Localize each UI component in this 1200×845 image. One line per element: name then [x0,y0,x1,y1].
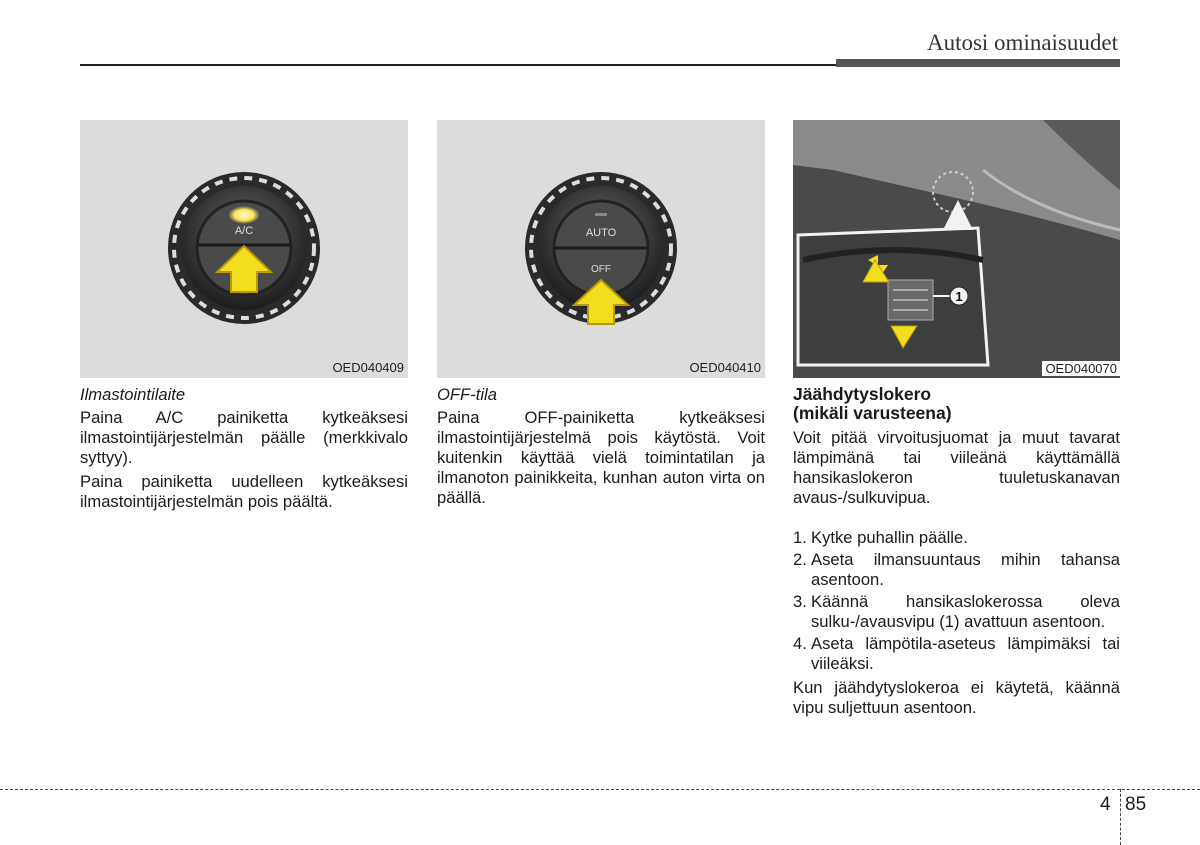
list-item [793,634,1120,674]
heading-line: (mikäli varusteena) [793,403,952,423]
step-number: 2. [793,550,807,569]
figure-code: OED040409 [332,360,404,375]
heading-line: Jäähdytyslokero [793,384,932,404]
footer-divider [0,789,1200,790]
paragraph: Paina OFF-painiketta kytkeäksesi ilmastointijärjestelmä pois käytöstä. Voit kuitenkin käyttää vielä toimintatilan ja ilmanoton painikkeita, kunhan auton virta on päällä. [437,408,765,507]
callout-number: 1 [955,289,963,304]
footer-divider-vertical [1120,789,1121,845]
auto-button-label: AUTO [585,227,617,239]
figure-code: OED040070 [1042,361,1120,376]
chapter-number: 4 [1100,794,1111,815]
subheading: OFF-tila [437,385,497,404]
subheading: Ilmastointilaite [80,385,186,404]
page-number: 85 [1125,794,1147,815]
off-knob-illustration [437,120,765,378]
figure-ac-button [80,120,408,378]
glovebox-illustration [793,120,1120,378]
step-list [793,528,1120,674]
step-text: Käännä hansikaslokerossa oleva sulku-/avausvipu (1) avattuun asentoon. [811,592,1120,631]
step-number: 1. [793,528,807,547]
column-ac [80,385,408,516]
column-off [437,385,765,512]
header-rule-accent [836,59,1120,67]
ac-knob-illustration [80,120,408,378]
paragraph: Kun jäähdytyslokeroa ei käytetä, käännä vipu suljettuun asentoon. [793,678,1120,717]
section-title: Autosi ominaisuudet [926,30,1118,55]
list-item [793,528,1120,548]
paragraph: Paina painiketta uudelleen kytkeäksesi ilmastointijärjestelmän pois päältä. [80,472,408,511]
column-cooling [793,385,1120,722]
off-button-label: OFF [591,264,611,275]
step-text: Aseta lämpötila-aseteus lämpimäksi tai viileäksi. [811,634,1120,673]
step-text: Kytke puhallin päälle. [811,528,968,547]
step-number: 4. [793,634,807,653]
figure-off-button [437,120,765,378]
list-item [793,550,1120,590]
section-heading [793,385,1120,423]
header-rule [80,64,840,66]
figure-cooling-compartment [793,120,1120,378]
paragraph: Voit pitää virvoitusjuomat ja muut tavarat lämpimänä tai viileänä käyttämällä hansikaslokeron tuuletuskanavan avaus-/sulkuvipua. [793,428,1120,507]
paragraph: Paina A/C painiketta kytkeäksesi ilmastointijärjestelmän päälle (merkkivalo syttyy). [80,408,408,467]
step-text: Aseta ilmansuuntaus mihin tahansa asentoon. [811,550,1120,589]
step-number: 3. [793,592,807,611]
ac-button-label: A/C [234,225,254,237]
figure-code: OED040410 [689,360,761,375]
list-item [793,592,1120,632]
